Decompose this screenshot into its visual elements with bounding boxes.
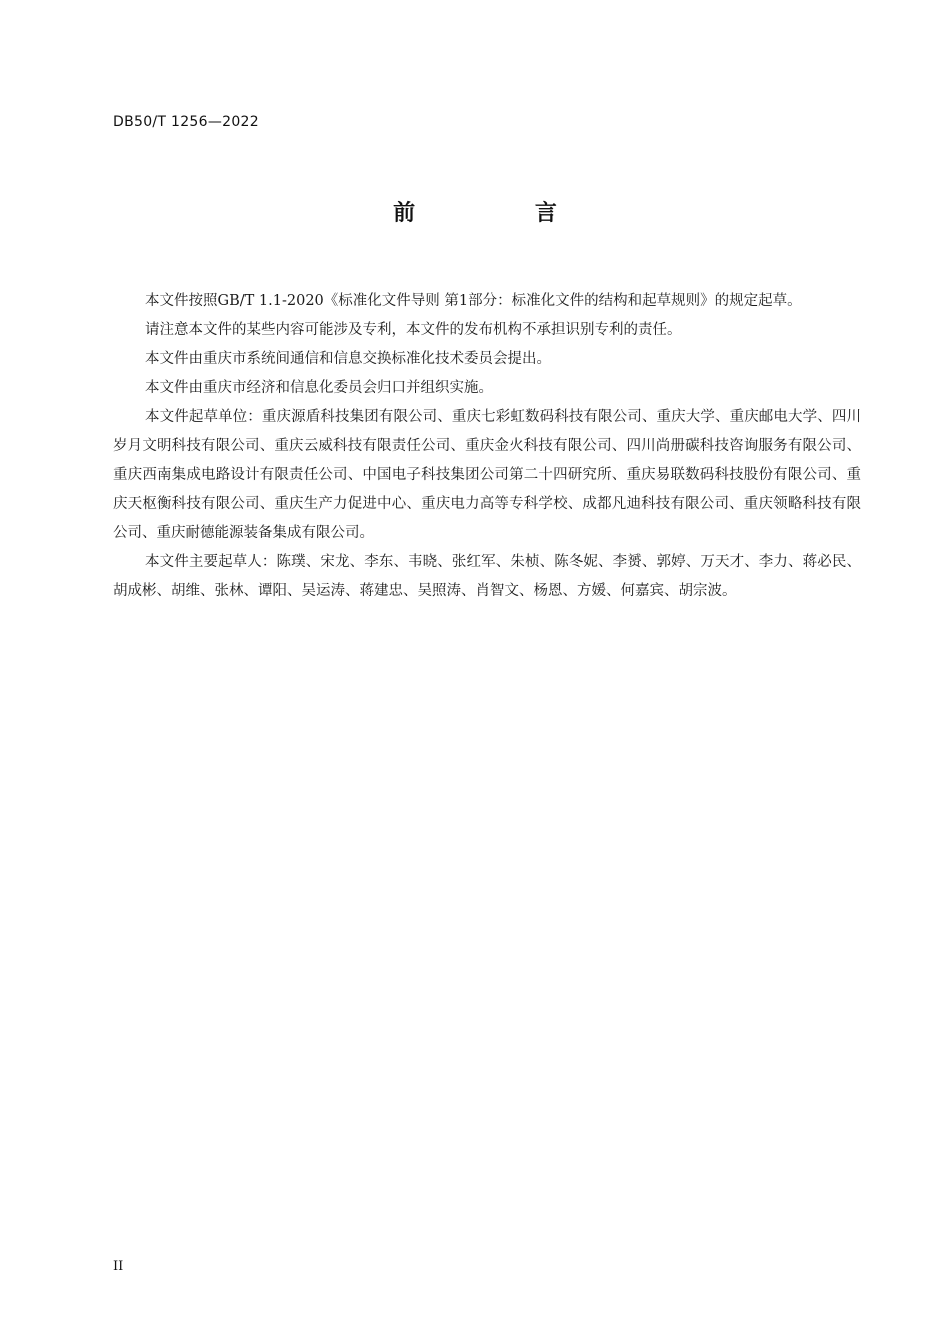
standard-number: DB50/T 1256—2022 <box>113 114 259 130</box>
paragraph-patent-notice: 请注意本文件的某些内容可能涉及专利，本文件的发布机构不承担识别专利的责任。 <box>145 322 682 338</box>
page-title: 前 言 <box>393 201 613 226</box>
paragraph-drafting-rules: 本文件按照GB/T 1.1-2020《标准化文件导则 第1部分：标准化文件的结构和起草规则》的规定起草。 <box>145 293 802 309</box>
paragraph-administrator: 本文件由重庆市经济和信息化委员会归口并组织实施。 <box>145 380 493 396</box>
paragraph-proposer: 本文件由重庆市系统间通信和信息交换标准化技术委员会提出。 <box>145 351 551 367</box>
paragraph-drafters: 本文件主要起草人：陈璞、宋龙、李东、韦晓、张红军、朱桢、陈冬妮、李赟、郭婷、万天才、李力、蒋必民、胡成彬、胡维、张林、谭阳、吴运涛、蒋建忠、吴照涛、肖智文、杨恩、方媛、何嘉宾、胡宗波。 <box>113 554 861 599</box>
page-number: II <box>113 1259 124 1274</box>
paragraph-drafting-units: 本文件起草单位：重庆源盾科技集团有限公司、重庆七彩虹数码科技有限公司、重庆大学、重庆邮电大学、四川岁月文明科技有限公司、重庆云威科技有限责任公司、重庆金火科技有限公司、四川尚册碳科技咨询服务有限公司、重庆西南集成电路设计有限责任公司、中国电子科技集团公司第二十四研究所、重庆易联数码科技股份有限公司、重庆天枢衡科技有限公司、重庆生产力促进中心、重庆电力高等专科学校、成都凡迪科技有限公司、重庆领略科技有限公司、重庆耐德能源装备集成有限公司。 <box>113 409 861 541</box>
foreword-body <box>113 287 861 606</box>
